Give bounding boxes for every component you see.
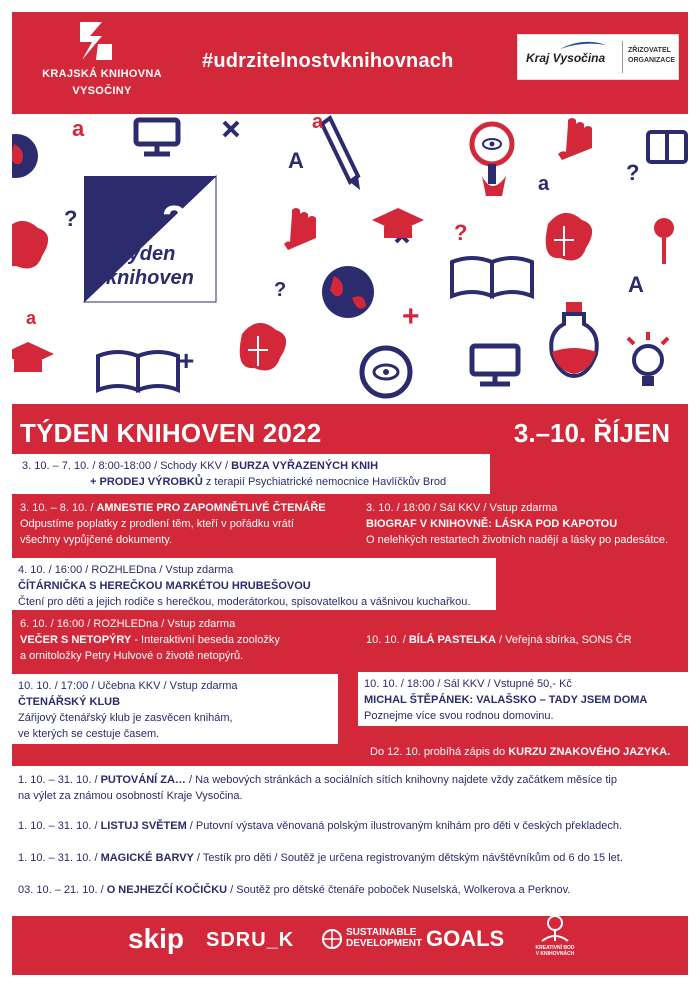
graduation-cap-icon bbox=[372, 208, 424, 238]
event-desc: / Testík pro děti / Soutěž je určena registrovaným dětským návštěvníkům od 6 do 15 let. bbox=[193, 852, 623, 864]
header-banner bbox=[12, 12, 688, 114]
svg-text:a: a bbox=[26, 308, 37, 328]
sdg-line2: DEVELOPMENT bbox=[346, 938, 423, 949]
page-bottom-margin bbox=[0, 975, 700, 989]
kraj-vysocina-logo bbox=[517, 34, 679, 80]
event-desc: Poznejme více svou rodnou domovinu. bbox=[364, 710, 554, 722]
event-meta: 1. 10. – 31. 10. / bbox=[18, 774, 101, 786]
event-meta: 6. 10. / 16:00 / ROZHLEDna / Vstup zdarma bbox=[20, 618, 236, 630]
event-desc-line2: všechny vypůjčené dokumenty. bbox=[20, 534, 173, 546]
monitor-icon bbox=[136, 120, 178, 154]
event-desc: / Putovní výstava věnovaná polským ilustrovaným knihám pro děti v českých překladech. bbox=[186, 820, 623, 832]
flower-icon bbox=[654, 218, 674, 264]
kk-line1: KREATIVNÍ BOD bbox=[535, 945, 575, 951]
main-date: 3.–10. ŘÍJEN bbox=[513, 418, 670, 448]
event-citarnicka bbox=[12, 558, 496, 610]
event-name: ČÍTÁRNIČKA S HEREČKOU MARKÉTOU HRUBEŠOVOU bbox=[18, 580, 311, 592]
event-meta: 3. 10. / 18:00 / Sál KKV / Vstup zdarma bbox=[366, 502, 558, 514]
program-section bbox=[12, 404, 688, 975]
event-putovani bbox=[18, 772, 682, 804]
badge-number: 22 bbox=[162, 197, 211, 246]
eye-icon bbox=[362, 348, 410, 396]
monthly-events bbox=[12, 766, 688, 916]
hero-illustration bbox=[12, 114, 688, 404]
event-meta: 4. 10. / 16:00 / ROZHLEDna / Vstup zdarma bbox=[18, 564, 234, 576]
event-name: BURZA VYŘAZENÝCH KNIH bbox=[231, 460, 379, 472]
event-meta: 1. 10. – 31. 10. / bbox=[18, 820, 101, 832]
kreativni-bod-text bbox=[530, 945, 580, 957]
event-pre: Do 12. 10. probíhá zápis do bbox=[370, 746, 509, 758]
sdruk-logo: SDRU_K bbox=[206, 929, 295, 951]
event-desc: / Soutěž pro dětské čtenáře poboček Nuselská, Wolkerova a Perknov. bbox=[227, 884, 571, 896]
kk-line2: V KNIHOVNÁCH bbox=[535, 951, 575, 957]
un-emblem-icon bbox=[322, 929, 342, 949]
event-name: VEČER S NETOPÝRY bbox=[20, 634, 132, 646]
event-name: O NEJHEZČÍ KOČIČKU bbox=[106, 884, 228, 896]
brain-icon-3 bbox=[12, 221, 48, 269]
svg-text:a: a bbox=[538, 173, 550, 195]
event-desc-line2: a ornitoložky Petry Hulvové o životě netopýrů. bbox=[20, 650, 244, 662]
event-meta: 3. 10. – 8. 10. / bbox=[20, 502, 97, 514]
main-title: TÝDEN KNIHOVEN 2022 bbox=[20, 418, 322, 448]
event-meta: 10. 10. / 18:00 / Sál KKV / Vstupné 50,- Kč bbox=[364, 678, 572, 690]
icon-collage bbox=[12, 114, 688, 404]
potion-bottle-icon bbox=[551, 302, 597, 376]
event-desc: / Veřejná sbírka, SONS ČR bbox=[496, 634, 632, 646]
pencil-icon bbox=[322, 118, 360, 190]
badge-line1: týden bbox=[122, 243, 176, 265]
brain-icon-2 bbox=[546, 213, 592, 261]
event-desc: O nelehkých restartech životních nadějí a lásky po padesátce. bbox=[366, 534, 669, 546]
event-name: BIOGRAF V KNIHOVNĚ: LÁSKA POD KAPOTOU bbox=[366, 518, 618, 530]
svg-text:A: A bbox=[628, 272, 644, 297]
event-listuj-svetem bbox=[18, 818, 682, 834]
event-netopyri bbox=[20, 616, 360, 664]
event-name: LISTUJ SVĚTEM bbox=[100, 820, 187, 832]
event-name: KURZU ZNAKOVÉHO JAZYKA. bbox=[508, 746, 671, 758]
library-name-line2: VYSOČINY bbox=[72, 85, 132, 97]
hand-icon-2 bbox=[284, 208, 316, 250]
event-stepanek bbox=[358, 672, 688, 726]
kraj-swoosh-icon bbox=[558, 39, 608, 51]
sdg-text bbox=[346, 927, 422, 949]
kraj-divider bbox=[622, 41, 623, 73]
kreativni-bod-icon bbox=[538, 913, 572, 943]
partner-logos bbox=[12, 905, 688, 975]
event-meta: 10. 10. / 17:00 / Učebna KKV / Vstup zdarma bbox=[18, 680, 238, 692]
event-znakovy-jazyk bbox=[370, 744, 690, 760]
event-meta: 03. 10. – 21. 10. / bbox=[18, 884, 107, 896]
sdg-goals: GOALS bbox=[426, 926, 505, 951]
event-bila-pastelka bbox=[366, 632, 686, 648]
globe-icon-2 bbox=[12, 134, 38, 178]
svg-text:+: + bbox=[402, 300, 420, 333]
event-desc-line2: ve kterých se cestuje časem. bbox=[18, 728, 160, 740]
svg-text:?: ? bbox=[454, 220, 468, 245]
event-burza bbox=[12, 454, 490, 494]
event-desc-line1: Odpustíme poplatky z prodlení těm, kteří v pořádku vrátí bbox=[20, 518, 294, 530]
event-amnestie bbox=[20, 500, 360, 548]
skip-logo: skip bbox=[128, 923, 185, 954]
event-meta: 1. 10. – 31. 10. / bbox=[18, 852, 101, 864]
lightbulb-icon bbox=[628, 332, 668, 386]
monitor-icon-2 bbox=[472, 346, 518, 384]
sdg-line1: SUSTAINABLE bbox=[346, 927, 417, 938]
event-desc-line1: / Na webových stránkách a sociálních sítích knihovny najdete vždy začátkem měsíce tip bbox=[185, 774, 617, 786]
event-name: BÍLÁ PASTELKA bbox=[408, 634, 496, 646]
event-desc-line1: - Interaktivní beseda zooložky bbox=[131, 634, 280, 646]
event-name: PUTOVÁNÍ ZA… bbox=[100, 774, 186, 786]
book-icon-3 bbox=[648, 132, 686, 162]
kraj-note bbox=[628, 46, 676, 66]
svg-text:a: a bbox=[312, 114, 324, 133]
svg-text:A: A bbox=[288, 148, 304, 173]
globe-icon bbox=[322, 266, 374, 318]
kraj-name: Kraj Vysočina bbox=[526, 51, 606, 65]
event-desc-line2: na výlet za známou osobností Kraje Vysočina. bbox=[18, 790, 243, 802]
event-sub-desc: z terapií Psychiatrické nemocnice Havlíčkův Brod bbox=[202, 476, 447, 488]
hand-icon bbox=[558, 118, 592, 160]
event-biograf bbox=[366, 500, 686, 548]
svg-text:a: a bbox=[72, 116, 85, 141]
event-desc: Čtení pro děti a jejich rodiče s herečkou, moderátorkou, spisovatelkou a vášnivou kuchařkou. bbox=[18, 596, 471, 608]
badge-line2: knihoven bbox=[106, 267, 194, 289]
brain-icon bbox=[240, 323, 286, 371]
svg-text:?: ? bbox=[626, 160, 640, 185]
event-meta: 10. 10. / bbox=[366, 634, 409, 646]
event-ctenarsky-klub bbox=[12, 674, 338, 744]
kraj-note-line1: ZŘIZOVATEL bbox=[628, 47, 671, 54]
kraj-note-line2: ORGANIZACE bbox=[628, 57, 676, 64]
event-desc-line1: Zářijový čtenářský klub je zasvěcen knihám, bbox=[18, 712, 233, 724]
event-meta: 3. 10. – 7. 10. / 8:00-18:00 / Schody KKV / bbox=[22, 460, 232, 472]
event-nejhezci-kocicka bbox=[18, 882, 682, 898]
event-name: AMNESTIE PRO ZAPOMNĚTLIVÉ ČTENÁŘE bbox=[96, 502, 326, 514]
event-magicke-barvy bbox=[18, 850, 682, 866]
svg-text:?: ? bbox=[274, 279, 287, 301]
event-name: MICHAL ŠTĚPÁNEK: VALAŠSKO – TADY JSEM DOMA bbox=[364, 694, 648, 706]
library-logo-icon bbox=[76, 20, 116, 64]
book-icon-2 bbox=[98, 352, 178, 390]
book-icon bbox=[452, 258, 532, 296]
library-name bbox=[22, 66, 182, 100]
event-name: MAGICKÉ BARVY bbox=[100, 852, 194, 864]
svg-text:+: + bbox=[178, 345, 195, 376]
svg-text:?: ? bbox=[64, 206, 78, 231]
hashtag: #udrzitelnostvknihovnach bbox=[202, 50, 454, 72]
magnifier-eye-icon bbox=[472, 124, 512, 196]
event-sub-name: + PRODEJ VÝROBKŮ bbox=[90, 476, 203, 488]
graduation-cap-icon-2 bbox=[12, 342, 54, 372]
event-name: ČTENÁŘSKÝ KLUB bbox=[18, 696, 121, 708]
library-name-line1: KRAJSKÁ KNIHOVNA bbox=[42, 68, 162, 80]
